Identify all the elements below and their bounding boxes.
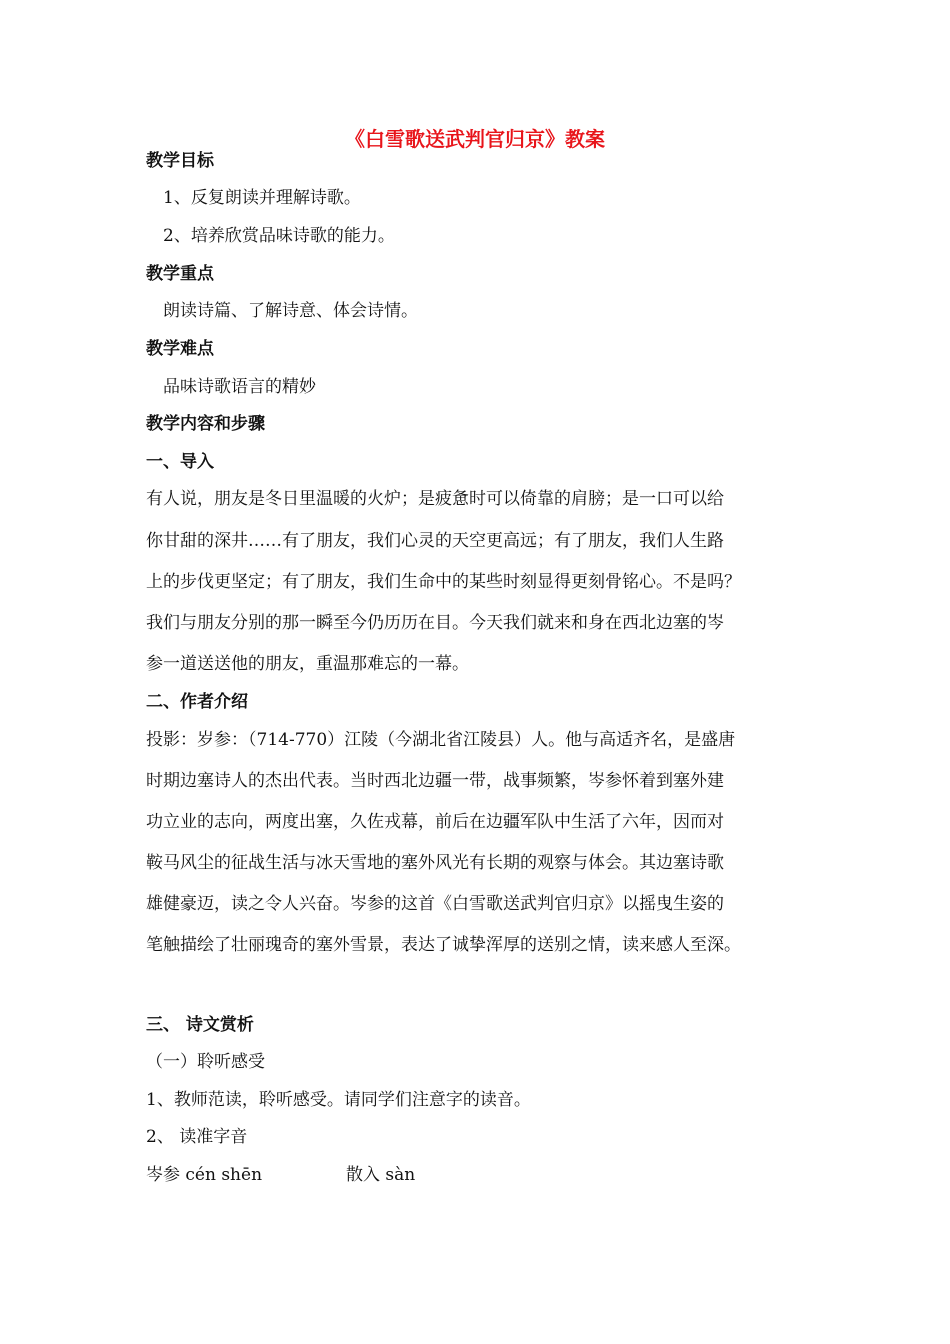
intro-line: 上的步伐更坚定；有了朋友，我们生命中的某些时刻显得更刻骨铭心。不是吗？ xyxy=(146,572,741,592)
author-line: 雄健豪迈，读之令人兴奋。岑参的这首《白雪歌送武判官归京》以摇曳生姿的 xyxy=(146,894,724,914)
intro-line: 你甘甜的深井……有了朋友，我们心灵的天空更高远；有了朋友，我们人生路 xyxy=(146,531,724,551)
intro-line: 有人说，朋友是冬日里温暖的火炉；是疲惫时可以倚靠的肩膀；是一口可以给 xyxy=(146,489,724,509)
author-line: 功立业的志向，两度出塞，久佐戎幕，前后在边疆军队中生活了六年，因而对 xyxy=(146,812,724,832)
author-heading: 二、作者介绍 xyxy=(146,692,248,712)
goal-item-1: 1、反复朗读并理解诗歌。 xyxy=(163,188,361,208)
pinyin-item-1: 岑参 cén shēn xyxy=(146,1165,263,1185)
author-line: 笔触描绘了壮丽瑰奇的塞外雪景，表达了诚挚浑厚的送别之情，读来感人至深。 xyxy=(146,935,741,955)
goal-item-2: 2、培养欣赏品味诗歌的能力。 xyxy=(163,226,395,246)
author-line: 时期边塞诗人的杰出代表。当时西北边疆一带，战事频繁，岑参怀着到塞外建 xyxy=(146,771,724,791)
pinyin-item-2: 散入 sàn xyxy=(346,1165,416,1185)
intro-line: 我们与朋友分别的那一瞬至今仍历历在目。今天我们就来和身在西北边塞的岑 xyxy=(146,613,724,633)
intro-line: 参一道送送他的朋友，重温那难忘的一幕。 xyxy=(146,654,469,674)
intro-heading: 一、导入 xyxy=(146,452,214,472)
listen-item-2: 2、 读准字音 xyxy=(146,1127,248,1147)
author-line: 投影：岁参：（714-770）江陵（今湖北省江陵县）人。他与高适齐名，是盛唐 xyxy=(146,730,736,750)
goals-heading: 教学目标 xyxy=(146,151,214,171)
steps-heading: 教学内容和步骤 xyxy=(146,414,265,434)
appreciation-heading: 三、 诗文赏析 xyxy=(146,1015,254,1035)
author-line: 鞍马风尘的征战生活与冰天雪地的塞外风光有长期的观察与体会。其边塞诗歌 xyxy=(146,853,724,873)
listen-heading: （一）聆听感受 xyxy=(146,1052,265,1072)
document-title: 《白雪歌送武判官归京》教案 xyxy=(345,127,605,151)
difficulty-text: 品味诗歌语言的精妙 xyxy=(163,377,316,397)
difficulty-heading: 教学难点 xyxy=(146,339,214,359)
listen-item-1: 1、教师范读，聆听感受。请同学们注意字的读音。 xyxy=(146,1090,531,1110)
key-points-heading: 教学重点 xyxy=(146,264,214,284)
key-points-text: 朗读诗篇、了解诗意、体会诗情。 xyxy=(163,301,418,321)
